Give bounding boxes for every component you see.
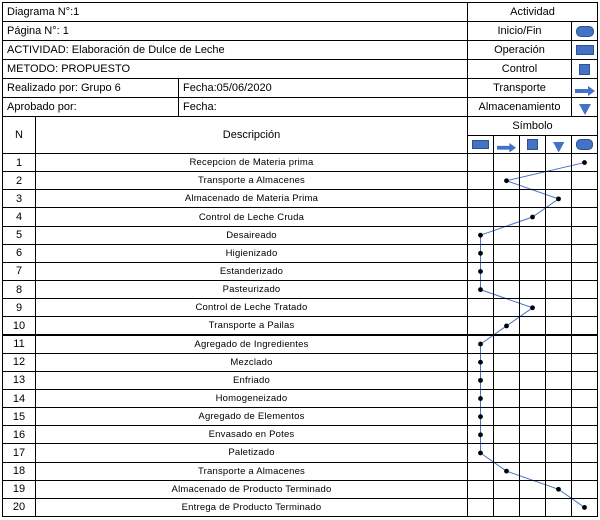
row-5-symbol-cell-2 — [519, 226, 546, 245]
row-1-symbol-cell-2 — [519, 153, 546, 172]
arrow-icon — [575, 83, 595, 93]
row-number-13: 13 — [2, 371, 36, 390]
row-number-6: 6 — [2, 244, 36, 263]
row-description-2: Transporte a Almacenes — [35, 171, 468, 190]
row-7-symbol-cell-3 — [545, 262, 572, 281]
row-1-symbol-cell-4 — [571, 153, 598, 172]
made-date: Fecha:05/06/2020 — [178, 78, 468, 98]
triangle-icon — [579, 102, 591, 113]
row-number-11: 11 — [2, 335, 36, 354]
row-7-symbol-cell-0 — [467, 262, 494, 281]
row-description-3: Almacenado de Materia Prima — [35, 189, 468, 208]
row-description-19: Almacenado de Producto Terminado — [35, 480, 468, 499]
row-11-symbol-cell-0 — [467, 335, 494, 354]
row-number-5: 5 — [2, 226, 36, 245]
triangle-icon — [553, 139, 564, 149]
row-18-symbol-cell-3 — [545, 462, 572, 481]
row-5-symbol-cell-4 — [571, 226, 598, 245]
row-15-symbol-cell-4 — [571, 407, 598, 426]
row-number-15: 15 — [2, 407, 36, 426]
row-12-symbol-cell-1 — [493, 353, 520, 372]
row-4-symbol-cell-0 — [467, 207, 494, 226]
column-header-n: N — [2, 116, 36, 154]
row-1-symbol-cell-0 — [467, 153, 494, 172]
page-number: Página N°: 1 — [2, 21, 468, 41]
row-8-symbol-cell-1 — [493, 280, 520, 299]
row-12-symbol-cell-3 — [545, 353, 572, 372]
row-11-symbol-cell-1 — [493, 335, 520, 354]
row-12-symbol-cell-2 — [519, 353, 546, 372]
row-14-symbol-cell-4 — [571, 389, 598, 408]
row-3-symbol-cell-1 — [493, 189, 520, 208]
row-description-10: Transporte a Pailas — [35, 316, 468, 335]
made-by: Realizado por: Grupo 6 — [2, 78, 179, 98]
row-8-symbol-cell-3 — [545, 280, 572, 299]
row-16-symbol-cell-2 — [519, 425, 546, 444]
row-20-symbol-cell-1 — [493, 498, 520, 517]
row-9-symbol-cell-3 — [545, 298, 572, 317]
row-10-symbol-cell-1 — [493, 316, 520, 335]
row-13-symbol-cell-4 — [571, 371, 598, 390]
legend-label-3: Transporte — [467, 78, 572, 98]
row-11-symbol-cell-4 — [571, 335, 598, 354]
row-20-symbol-cell-0 — [467, 498, 494, 517]
row-description-7: Estanderizado — [35, 262, 468, 281]
legend-label-0: Inicio/Fin — [467, 21, 572, 41]
row-1-symbol-cell-1 — [493, 153, 520, 172]
approved-by: Aprobado por: — [2, 97, 179, 117]
legend-label-1: Operación — [467, 40, 572, 60]
row-2-symbol-cell-0 — [467, 171, 494, 190]
row-2-symbol-cell-1 — [493, 171, 520, 190]
row-10-symbol-cell-2 — [519, 316, 546, 335]
row-6-symbol-cell-3 — [545, 244, 572, 263]
row-description-20: Entrega de Producto Terminado — [35, 498, 468, 517]
row-2-symbol-cell-4 — [571, 171, 598, 190]
row-3-symbol-cell-2 — [519, 189, 546, 208]
row-16-symbol-cell-1 — [493, 425, 520, 444]
row-18-symbol-cell-0 — [467, 462, 494, 481]
row-6-symbol-cell-2 — [519, 244, 546, 263]
row-11-symbol-cell-2 — [519, 335, 546, 354]
row-9-symbol-cell-0 — [467, 298, 494, 317]
row-19-symbol-cell-1 — [493, 480, 520, 499]
row-number-18: 18 — [2, 462, 36, 481]
row-number-9: 9 — [2, 298, 36, 317]
row-number-19: 19 — [2, 480, 36, 499]
row-description-4: Control de Leche Cruda — [35, 207, 468, 226]
row-15-symbol-cell-1 — [493, 407, 520, 426]
row-17-symbol-cell-3 — [545, 443, 572, 462]
rounded-rect-icon — [576, 139, 593, 149]
row-10-symbol-cell-0 — [467, 316, 494, 335]
row-1-symbol-cell-3 — [545, 153, 572, 172]
row-number-16: 16 — [2, 425, 36, 444]
row-17-symbol-cell-2 — [519, 443, 546, 462]
row-description-8: Pasteurizado — [35, 280, 468, 299]
legend-label-4: Almacenamiento — [467, 97, 572, 117]
row-description-16: Envasado en Potes — [35, 425, 468, 444]
row-17-symbol-cell-1 — [493, 443, 520, 462]
row-11-symbol-cell-3 — [545, 335, 572, 354]
row-13-symbol-cell-2 — [519, 371, 546, 390]
row-description-11: Agregado de Ingredientes — [35, 335, 468, 354]
activity-title: ACTIVIDAD: Elaboración de Dulce de Leche — [2, 40, 468, 60]
row-number-10: 10 — [2, 316, 36, 335]
row-number-3: 3 — [2, 189, 36, 208]
row-description-12: Mezclado — [35, 353, 468, 372]
row-19-symbol-cell-4 — [571, 480, 598, 499]
row-3-symbol-cell-3 — [545, 189, 572, 208]
row-6-symbol-cell-1 — [493, 244, 520, 263]
row-5-symbol-cell-0 — [467, 226, 494, 245]
row-number-4: 4 — [2, 207, 36, 226]
rect-icon — [576, 45, 594, 55]
row-number-17: 17 — [2, 443, 36, 462]
arrow-icon — [497, 140, 516, 150]
row-20-symbol-cell-2 — [519, 498, 546, 517]
row-12-symbol-cell-4 — [571, 353, 598, 372]
rounded-rect-icon — [576, 26, 594, 37]
row-2-symbol-cell-3 — [545, 171, 572, 190]
row-20-symbol-cell-3 — [545, 498, 572, 517]
column-header-symbol: Símbolo — [467, 116, 598, 136]
row-3-symbol-cell-4 — [571, 189, 598, 208]
row-description-15: Agregado de Elementos — [35, 407, 468, 426]
row-4-symbol-cell-3 — [545, 207, 572, 226]
row-description-18: Transporte a Almacenes — [35, 462, 468, 481]
row-description-1: Recepcion de Materia prima — [35, 153, 468, 172]
row-13-symbol-cell-0 — [467, 371, 494, 390]
legend-label-2: Control — [467, 59, 572, 79]
square-icon — [579, 64, 590, 75]
row-15-symbol-cell-0 — [467, 407, 494, 426]
row-6-symbol-cell-0 — [467, 244, 494, 263]
row-15-symbol-cell-2 — [519, 407, 546, 426]
row-18-symbol-cell-1 — [493, 462, 520, 481]
row-10-symbol-cell-4 — [571, 316, 598, 335]
row-14-symbol-cell-3 — [545, 389, 572, 408]
row-9-symbol-cell-2 — [519, 298, 546, 317]
row-description-5: Desaireado — [35, 226, 468, 245]
row-description-6: Higienizado — [35, 244, 468, 263]
row-description-9: Control de Leche Tratado — [35, 298, 468, 317]
diagram-number: Diagrama N°:1 — [2, 2, 468, 22]
row-14-symbol-cell-1 — [493, 389, 520, 408]
row-number-2: 2 — [2, 171, 36, 190]
row-4-symbol-cell-1 — [493, 207, 520, 226]
row-10-symbol-cell-3 — [545, 316, 572, 335]
row-13-symbol-cell-1 — [493, 371, 520, 390]
row-17-symbol-cell-4 — [571, 443, 598, 462]
row-16-symbol-cell-3 — [545, 425, 572, 444]
row-18-symbol-cell-2 — [519, 462, 546, 481]
row-18-symbol-cell-4 — [571, 462, 598, 481]
row-20-symbol-cell-4 — [571, 498, 598, 517]
row-8-symbol-cell-4 — [571, 280, 598, 299]
row-16-symbol-cell-4 — [571, 425, 598, 444]
row-16-symbol-cell-0 — [467, 425, 494, 444]
row-7-symbol-cell-4 — [571, 262, 598, 281]
row-8-symbol-cell-2 — [519, 280, 546, 299]
row-5-symbol-cell-1 — [493, 226, 520, 245]
row-description-17: Paletizado — [35, 443, 468, 462]
row-5-symbol-cell-3 — [545, 226, 572, 245]
row-number-8: 8 — [2, 280, 36, 299]
row-9-symbol-cell-4 — [571, 298, 598, 317]
row-2-symbol-cell-2 — [519, 171, 546, 190]
row-15-symbol-cell-3 — [545, 407, 572, 426]
row-17-symbol-cell-0 — [467, 443, 494, 462]
row-number-1: 1 — [2, 153, 36, 172]
approved-date: Fecha: — [178, 97, 468, 117]
square-icon — [527, 139, 537, 149]
row-3-symbol-cell-0 — [467, 189, 494, 208]
row-14-symbol-cell-0 — [467, 389, 494, 408]
row-number-14: 14 — [2, 389, 36, 408]
row-6-symbol-cell-4 — [571, 244, 598, 263]
row-number-7: 7 — [2, 262, 36, 281]
row-4-symbol-cell-2 — [519, 207, 546, 226]
column-header-description: Descripción — [35, 116, 468, 154]
method-label: METODO: PROPUESTO — [2, 59, 468, 79]
row-13-symbol-cell-3 — [545, 371, 572, 390]
row-description-14: Homogeneizado — [35, 389, 468, 408]
row-7-symbol-cell-2 — [519, 262, 546, 281]
row-description-13: Enfriado — [35, 371, 468, 390]
row-14-symbol-cell-2 — [519, 389, 546, 408]
row-number-12: 12 — [2, 353, 36, 372]
row-4-symbol-cell-4 — [571, 207, 598, 226]
row-8-symbol-cell-0 — [467, 280, 494, 299]
row-19-symbol-cell-0 — [467, 480, 494, 499]
row-19-symbol-cell-3 — [545, 480, 572, 499]
row-12-symbol-cell-0 — [467, 353, 494, 372]
row-19-symbol-cell-2 — [519, 480, 546, 499]
legend-title: Actividad — [467, 2, 598, 22]
rect-icon — [472, 140, 489, 150]
row-number-20: 20 — [2, 498, 36, 517]
row-9-symbol-cell-1 — [493, 298, 520, 317]
row-7-symbol-cell-1 — [493, 262, 520, 281]
